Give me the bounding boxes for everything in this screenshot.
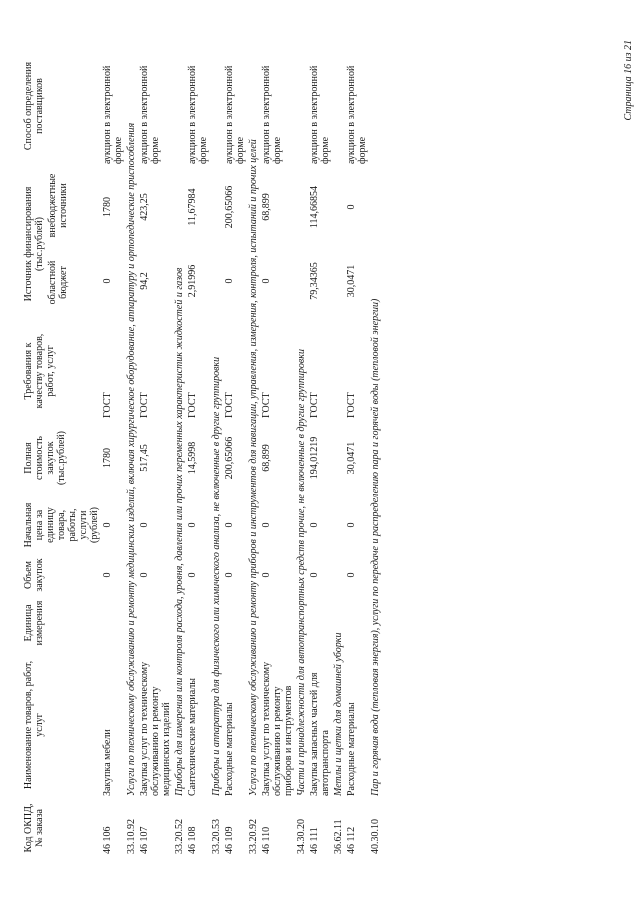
cell-method: аукцион в электронной форме	[139, 65, 161, 164]
cell-financing	[308, 167, 332, 321]
financing-offbudget-value: 68,899	[261, 193, 272, 221]
cell-name: Закупка мебели	[102, 729, 113, 796]
table-header-row	[22, 45, 101, 857]
cell-financing	[260, 167, 295, 321]
financing-values	[187, 170, 198, 318]
cell-financing	[101, 167, 125, 321]
cell-start-price: 0	[224, 522, 235, 528]
cell-requirements: ГОСТ	[224, 392, 235, 418]
category-code: 33.20.52	[174, 819, 185, 854]
financing-values	[261, 170, 272, 318]
header-method: Способ определения поставщиков	[23, 61, 45, 151]
cell-start-price: 0	[309, 522, 320, 528]
cell-method: аукцион в электронной форме	[187, 65, 209, 164]
cell-name: Закупка услуг по техническому обслуживанию и ремонту медицинских изделий	[139, 661, 172, 796]
category-row	[173, 45, 186, 857]
category-row	[125, 45, 138, 857]
cell-code: 46 110	[261, 826, 272, 854]
table-row	[223, 45, 247, 857]
category-code: 33.20.53	[211, 819, 222, 854]
cell-requirements: ГОСТ	[309, 392, 320, 418]
category-title: Метлы и щетки для домашней уборки	[333, 632, 344, 796]
cell-requirements: ГОСТ	[187, 392, 198, 418]
cell-volume: 0	[187, 572, 198, 578]
financing-values	[139, 170, 150, 318]
category-code: 34.30.20	[296, 819, 307, 854]
category-title: Услуги по техническому обслуживанию и ремонту медицинских изделий, включая хирургическое оборудование, аппаратуру и ортопедические приспособления	[126, 122, 137, 796]
financing-regional-value: 0	[102, 278, 113, 284]
cell-volume: 0	[139, 572, 150, 578]
cell-code: 46 108	[187, 826, 198, 854]
cell-method: аукцион в электронной форме	[261, 65, 283, 164]
category-code: 40.30.10	[370, 819, 381, 854]
cell-start-price: 0	[261, 522, 272, 528]
header-financing-regional: областной бюджет	[47, 260, 69, 305]
financing-values	[346, 170, 357, 318]
cell-start-price: 0	[139, 522, 150, 528]
cell-total-cost: 1780	[102, 448, 113, 468]
header-financing-label: Источник финансирования (тыс.рублей)	[23, 186, 45, 302]
cell-requirements: ГОСТ	[346, 392, 357, 418]
cell-total-cost: 517,45	[139, 444, 150, 472]
cell-financing	[138, 167, 173, 321]
header-volume: Объем закупок	[23, 558, 45, 592]
cell-name: Сантехнические материалы	[187, 678, 198, 796]
cell-name: Расходные материалы	[346, 702, 357, 796]
table-row	[101, 45, 125, 857]
table-row	[260, 45, 295, 857]
cell-unit	[138, 595, 173, 651]
category-row	[369, 45, 382, 857]
category-code: 33.10.92	[126, 819, 137, 854]
cell-volume: 0	[309, 572, 320, 578]
cell-total-cost: 68,899	[261, 444, 272, 472]
header-financing-subcolumns	[47, 170, 69, 318]
financing-regional-value: 0	[224, 278, 235, 284]
category-row	[295, 45, 308, 857]
category-title: Части и принадлежности для автотранспортных средств прочие, не включенные в другие группировки	[296, 349, 307, 796]
cell-requirements: ГОСТ	[139, 392, 150, 418]
procurement-table	[22, 45, 382, 857]
category-row	[332, 45, 345, 857]
table-row	[138, 45, 173, 857]
header-requirements: Требования к качеству товаров, работ, услуг	[23, 333, 56, 409]
cell-unit	[260, 595, 295, 651]
category-row	[210, 45, 223, 857]
financing-offbudget-value: 11,67984	[187, 188, 198, 226]
cell-unit	[345, 595, 369, 651]
cell-volume: 0	[102, 572, 113, 578]
cell-method: аукцион в электронной форме	[309, 65, 331, 164]
cell-unit	[223, 595, 247, 651]
category-code: 33.20.92	[248, 819, 259, 854]
cell-unit	[186, 595, 210, 651]
header-start-price: Начальная цена за единицу товара, работы, услуги (рублей)	[23, 502, 100, 548]
cell-financing	[186, 167, 210, 321]
cell-code: 46 109	[224, 826, 235, 854]
financing-regional-value: 30,0471	[346, 264, 357, 298]
header-total-cost: Полная стоимость закупок (тыс.рублей)	[23, 430, 67, 486]
cell-unit	[308, 595, 332, 651]
cell-code: 46 106	[102, 826, 113, 854]
cell-name: Закупка услуг по техническому обслуживанию и ремонту приборов и инструментов	[261, 661, 294, 796]
table-row	[308, 45, 332, 857]
category-title: Пар и горячая вода (тепловая энергия), услуги по передаче и распределению пара и горячей воды (тепловой энергии)	[370, 298, 381, 796]
financing-offbudget-value: 423,25	[139, 193, 150, 221]
cell-name: Закупка запасных частей для автотранспорта	[309, 672, 331, 796]
cell-code: 46 112	[346, 826, 357, 854]
cell-volume: 0	[261, 572, 272, 578]
category-title: Приборы для измерения или контроля расхода, уровня, давления или прочих переменных характеристик жидкостей и газов	[174, 267, 185, 796]
table-body	[22, 45, 382, 857]
header-financing-offbudget: внебюджетные источники	[47, 173, 69, 238]
category-row	[247, 45, 260, 857]
table-row	[186, 45, 210, 857]
financing-offbudget-value: 114,66854	[309, 185, 320, 229]
cell-requirements: ГОСТ	[102, 392, 113, 418]
cell-method: аукцион в электронной форме	[224, 65, 246, 164]
financing-regional-value: 0	[261, 278, 272, 284]
financing-regional-value: 2,91996	[187, 264, 198, 298]
category-code: 36.62.11	[333, 819, 344, 854]
header-code: Код ОКПД, № заказа	[23, 803, 45, 853]
financing-regional-value: 94,2	[139, 272, 150, 290]
category-title: Услуги по техническому обслуживанию и ремонту приборов и инструментов для навигации, управления, измерения, контроля, испытаний и прочих целей	[248, 139, 259, 796]
financing-values	[309, 170, 320, 318]
table-row	[345, 45, 369, 857]
header-financing	[22, 167, 101, 321]
financing-offbudget-value: 0	[346, 204, 357, 210]
cell-method: аукцион в электронной форме	[346, 65, 368, 164]
cell-requirements: ГОСТ	[261, 392, 272, 418]
header-name: Наименование товаров, работ, услуг	[23, 660, 45, 790]
cell-start-price: 0	[102, 522, 113, 528]
cell-start-price: 0	[187, 522, 198, 528]
cell-total-cost: 194,01219	[309, 436, 320, 480]
cell-total-cost: 14,5998	[187, 441, 198, 475]
cell-total-cost: 30,0471	[346, 441, 357, 475]
cell-code: 46 107	[139, 826, 150, 854]
cell-financing	[345, 167, 369, 321]
cell-financing	[223, 167, 247, 321]
cell-volume: 0	[224, 572, 235, 578]
category-title: Приборы и аппаратура для физического или химического анализа, не включенные в другие группировки	[211, 356, 222, 796]
cell-unit	[101, 595, 125, 651]
financing-values	[224, 170, 235, 318]
cell-name: Расходные материалы	[224, 702, 235, 796]
cell-code: 46 111	[309, 827, 320, 854]
cell-total-cost: 200,65066	[224, 436, 235, 480]
cell-method: аукцион в электронной форме	[102, 65, 124, 164]
financing-offbudget-value: 200,65066	[224, 185, 235, 229]
cell-volume: 0	[346, 572, 357, 578]
financing-values	[102, 170, 113, 318]
header-unit: Единица измерения	[23, 600, 45, 646]
financing-offbudget-value: 1780	[102, 197, 113, 217]
cell-start-price: 0	[346, 522, 357, 528]
financing-regional-value: 79,34365	[309, 262, 320, 300]
page-number: Страница 16 из 21	[623, 40, 634, 121]
